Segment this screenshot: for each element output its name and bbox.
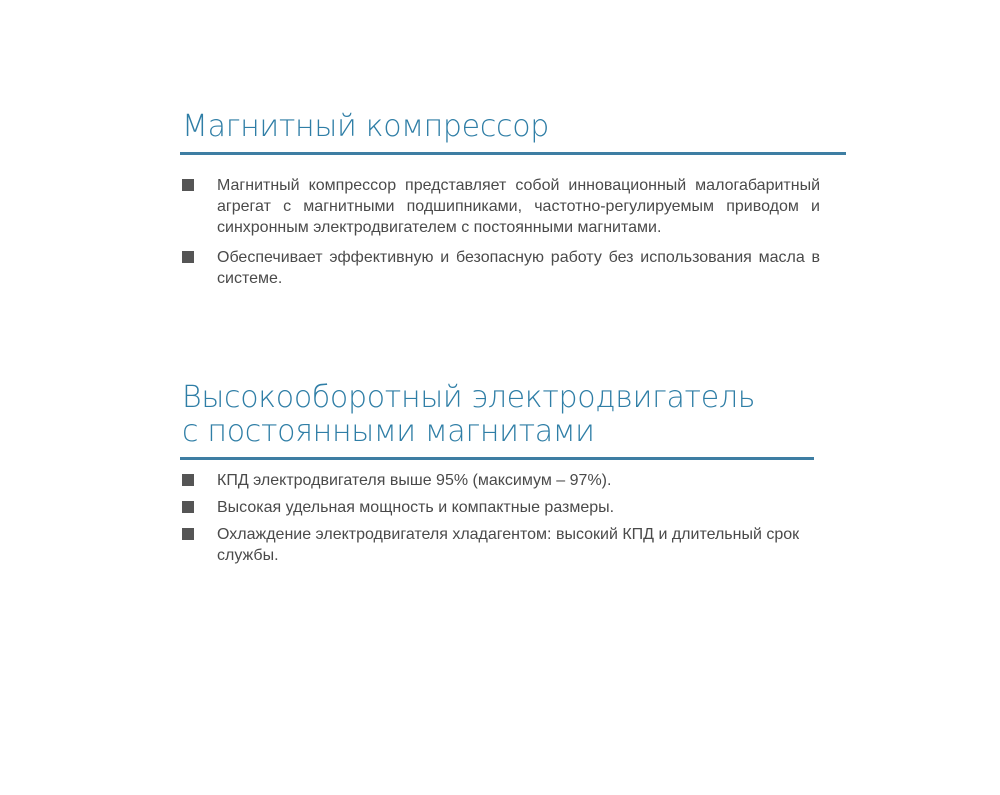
list-item-text: Охлаждение электродвигателя хладагентом: высокий КПД и длительный срок службы. bbox=[217, 526, 800, 564]
section-heading bbox=[180, 381, 814, 449]
heading-rule bbox=[180, 457, 814, 460]
section-magnetic-compressor bbox=[180, 110, 846, 298]
list-item-text: Магнитный компрессор представляет собой инновационный малогабаритный агрегат с магнитными подшипниками, частотно-регулируемым приводом и синхронным электродвигателем с постоянными магнитами. bbox=[217, 177, 820, 236]
list-item bbox=[180, 470, 820, 491]
square-bullet-icon bbox=[182, 528, 194, 540]
bullet-list bbox=[180, 470, 820, 566]
section-heading bbox=[180, 110, 846, 144]
square-bullet-icon bbox=[182, 179, 194, 191]
square-bullet-icon bbox=[182, 501, 194, 513]
list-item-text: Высокая удельная мощность и компактные размеры. bbox=[217, 499, 615, 516]
list-item bbox=[180, 247, 820, 289]
section-high-speed-motor bbox=[180, 381, 814, 572]
heading-rule bbox=[180, 152, 846, 155]
heading-line: Магнитный компрессор bbox=[182, 109, 550, 144]
heading-line: с постоянными магнитами bbox=[182, 414, 595, 449]
list-item bbox=[180, 497, 820, 518]
list-item-text: Обеспечивает эффективную и безопасную работу без использования масла в системе. bbox=[217, 249, 820, 287]
heading-line: Высокооборотный электродвигатель bbox=[182, 380, 756, 415]
list-item bbox=[180, 175, 820, 238]
square-bullet-icon bbox=[182, 474, 194, 486]
list-item-text: КПД электродвигателя выше 95% (максимум – 97%). bbox=[217, 472, 612, 489]
square-bullet-icon bbox=[182, 251, 194, 263]
list-item bbox=[180, 524, 820, 566]
bullet-list bbox=[180, 175, 820, 289]
